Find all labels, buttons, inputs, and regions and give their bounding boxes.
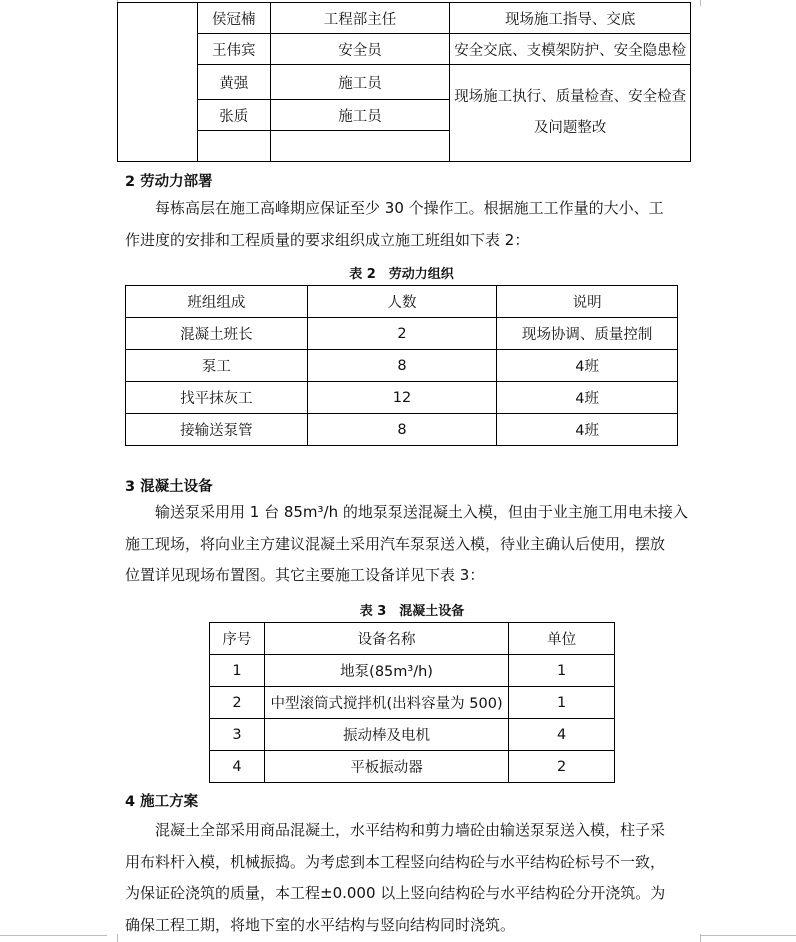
table-header-row xyxy=(210,623,615,655)
table-cell: 侯冠楠 xyxy=(197,3,270,34)
table-cell: 现场协调、质量控制 xyxy=(497,318,678,350)
column-header: 人数 xyxy=(307,286,497,318)
paragraph xyxy=(125,815,705,941)
paragraph-line: 位置详见现场布置图。其它主要施工设备详见下表 3： xyxy=(125,566,485,584)
table-cell: 2 xyxy=(307,318,497,350)
column-header: 说明 xyxy=(497,286,678,318)
page-corner-mark xyxy=(107,934,118,942)
table-cell: 2 xyxy=(210,687,265,719)
column-header: 单位 xyxy=(509,623,615,655)
table-header-row xyxy=(126,286,678,318)
paragraph-line: 为保证砼浇筑的质量，本工程±0.000 以上竖向结构砼与水平结构砼分开浇筑。为 xyxy=(125,884,666,902)
section-heading: 2 劳动力部署 xyxy=(125,174,213,190)
table-cell: 安全交底、支模架防护、安全隐患检 xyxy=(450,34,691,65)
table-caption: 表 3 混凝土设备 xyxy=(359,604,465,619)
table-cell: 1 xyxy=(509,655,615,687)
table-cell: 平板振动器 xyxy=(264,751,508,783)
table-cell: 中型滚筒式搅拌机(出料容量为 500) xyxy=(264,687,508,719)
table-caption: 表 2 劳动力组织 xyxy=(349,267,454,282)
section-heading: 4 施工方案 xyxy=(125,794,199,810)
table-cell: 振动棒及电机 xyxy=(264,719,508,751)
equipment-table xyxy=(209,622,615,783)
table-cell xyxy=(118,3,198,162)
table-cell xyxy=(450,65,691,162)
table-cell: 4 xyxy=(509,719,615,751)
page-corner-mark xyxy=(700,935,796,936)
table-cell: 8 xyxy=(307,350,497,382)
table-cell: 地泵(85m³/h) xyxy=(264,655,508,687)
column-header: 班组组成 xyxy=(126,286,308,318)
table-cell: 4班 xyxy=(497,382,678,414)
paragraph xyxy=(125,193,705,256)
page-corner-mark xyxy=(0,935,107,936)
table-cell: 施工员 xyxy=(270,65,450,100)
table-cell xyxy=(197,131,270,162)
duty-line: 现场施工执行、质量检查、安全检查 xyxy=(454,89,687,105)
table-row xyxy=(118,65,691,100)
table-cell xyxy=(270,131,450,162)
table-cell: 张质 xyxy=(197,100,270,131)
paragraph-line: 施工现场，将向业主方建议混凝土采用汽车泵泵送入模，待业主确认后使用，摆放 xyxy=(125,534,666,553)
duty-line: 及问题整改 xyxy=(533,120,607,136)
table-cell: 4班 xyxy=(497,414,678,446)
table-row xyxy=(126,350,678,382)
personnel-table xyxy=(117,2,691,162)
table-cell: 泵工 xyxy=(126,350,308,382)
table-cell: 接输送泵管 xyxy=(126,414,308,446)
paragraph xyxy=(125,497,705,592)
paragraph-line: 用布料杆入模，机械振捣。为考虑到本工程竖向结构砼与水平结构砼标号不一致， xyxy=(125,852,666,871)
table-cell: 安全员 xyxy=(270,34,450,65)
paragraph-line: 确保工程工期，将地下室的水平结构与竖向结构同时浇筑。 xyxy=(125,915,516,934)
table-cell: 混凝土班长 xyxy=(126,318,308,350)
column-header: 序号 xyxy=(210,623,265,655)
table-cell: 2 xyxy=(509,751,615,783)
table-row xyxy=(210,719,615,751)
table-row xyxy=(210,687,615,719)
table-row xyxy=(210,751,615,783)
paragraph-line: 作进度的安排和工程质量的要求组织成立施工班组如下表 2： xyxy=(125,230,530,249)
table-cell: 黄强 xyxy=(197,65,270,100)
table-cell: 工程部主任 xyxy=(270,3,450,34)
table-cell: 3 xyxy=(210,719,265,751)
table-row xyxy=(126,414,678,446)
table-cell: 4 xyxy=(210,751,265,783)
table-cell: 找平抹灰工 xyxy=(126,382,308,414)
labor-table xyxy=(125,285,678,446)
paragraph-line: 输送泵采用用 1 台 85m³/h 的地泵泵送混凝土入模，但由于业主施工用电未接入 xyxy=(155,503,688,521)
table-cell: 施工员 xyxy=(270,100,450,131)
page-corner-mark xyxy=(700,0,711,6)
paragraph-line: 混凝土全部采用商品混凝土，水平结构和剪力墙砼由输送泵泵送入模，柱子采 xyxy=(155,821,666,839)
table-row xyxy=(126,318,678,350)
column-header: 设备名称 xyxy=(264,623,508,655)
paragraph-line: 每栋高层在施工高峰期应保证至少 30 个操作工。根据施工工作量的大小、工 xyxy=(155,199,664,217)
table-cell: 4班 xyxy=(497,350,678,382)
section-heading: 3 混凝土设备 xyxy=(125,479,213,495)
table-row xyxy=(118,3,691,34)
table-cell: 1 xyxy=(509,687,615,719)
table-row xyxy=(126,382,678,414)
table-row xyxy=(210,655,615,687)
table-cell: 12 xyxy=(307,382,497,414)
table-cell: 现场施工指导、交底 xyxy=(450,3,691,34)
table-cell: 1 xyxy=(210,655,265,687)
table-cell: 王伟宾 xyxy=(197,34,270,65)
table-row xyxy=(118,34,691,65)
table-cell: 8 xyxy=(307,414,497,446)
